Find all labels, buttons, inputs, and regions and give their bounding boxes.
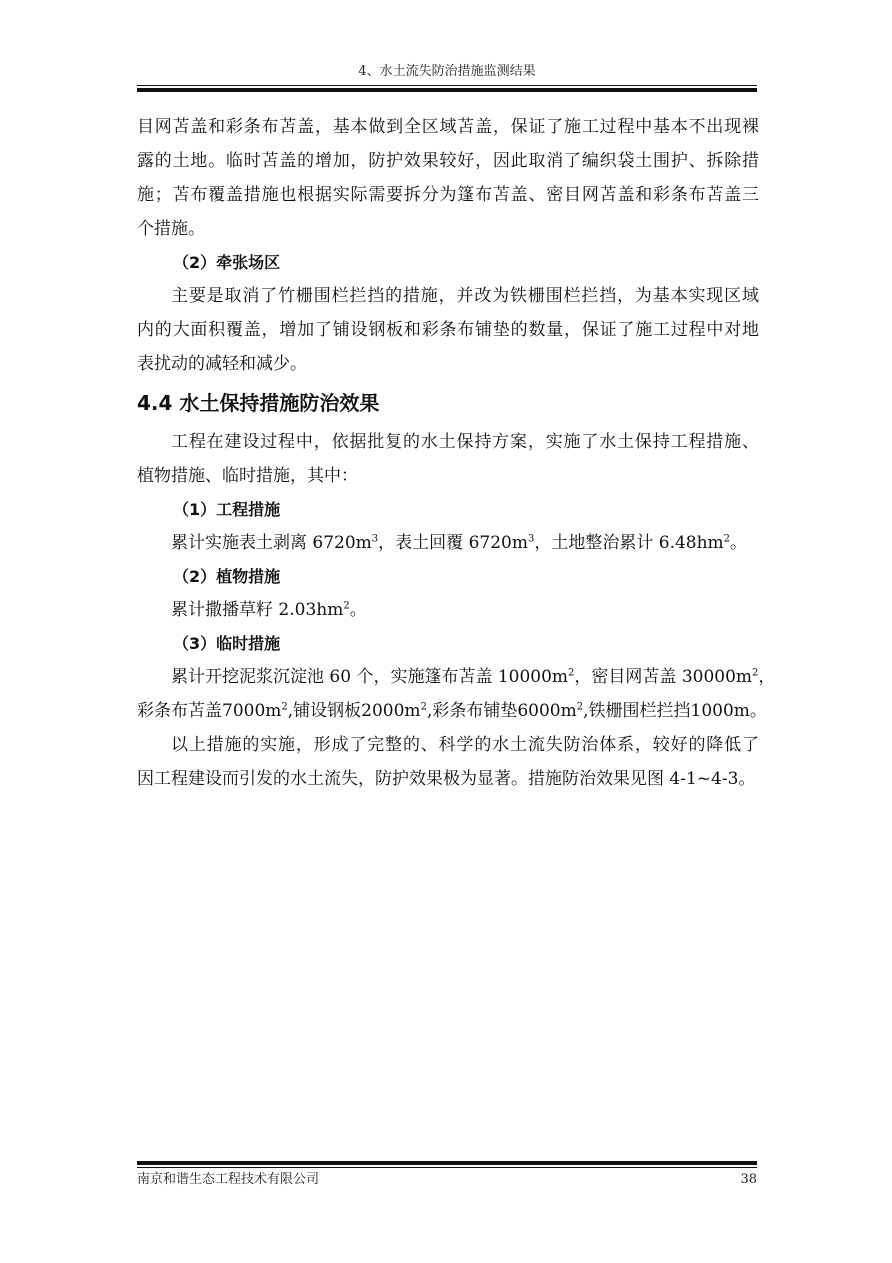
superscript: 2 [576,701,584,713]
superscript: 2 [568,667,575,679]
body-line: 目网苫盖和彩条布苫盖，基本做到全区域苫盖，保证了施工过程中基本不出现裸 [137,117,759,137]
subheading-engineering: （1）工程措施 [173,500,281,519]
body-line: 表扰动的减轻和减少。 [137,354,307,374]
text-run: 彩条布苫盖7000m [137,701,282,721]
body-line: 因工程建设而引发的水土流失，防护效果极为显著。措施防治效果见图 4-1~4-3。 [137,769,756,789]
text-run: ， [758,667,776,687]
page-footer [137,1171,757,1189]
body-line: 植物措施、临时措施，其中： [137,466,358,486]
subheading-temporary: （3）临时措施 [173,634,281,653]
body-line: 以上措施的实施，形成了完整的、科学的水土流失防治体系，较好的降低了 [171,735,759,755]
superscript: 3 [527,533,535,545]
text-run: ，密目网苫盖 30000m [574,667,753,687]
plant-measures-line [137,593,759,627]
header-rule-thick [137,88,757,92]
text-run: 累计开挖泥浆沉淀池 60 个，实施篷布苫盖 10000m [171,667,569,687]
superscript: 3 [371,533,379,545]
text-run: 累计撒播草籽 2.03hm [171,600,344,620]
superscript: 2 [343,600,350,612]
footer-rule-thick [137,1161,757,1165]
text-run: ，表土回覆 6720m [378,533,528,553]
text-run: ,铺设钢板2000m [287,701,421,721]
subheading-plant: （2）植物措施 [173,567,281,586]
section-title: 4.4 水土保持措施防治效果 [137,391,380,415]
temporary-measures-line [137,694,767,728]
superscript: 2 [281,701,288,713]
footer-rule-thin [137,1167,757,1168]
body-line: 露的土地。临时苫盖的增加，防护效果较好，因此取消了编织袋土围护、拆除措 [137,151,759,171]
body-line: 主要是取消了竹栅围栏拦挡的措施，并改为铁栅围栏拦挡，为基本实现区域 [171,286,759,306]
body-line: 施；苫布覆盖措施也根据实际需要拆分为篷布苫盖、密目网苫盖和彩条布苫盖三 [137,185,759,205]
body-line: 个措施。 [137,219,205,239]
text-run: 。 [349,600,367,620]
text-run: ，土地整治累计 6.48hm [534,533,724,553]
footer-company: 南京和谐生态工程技术有限公司 [137,1172,320,1187]
temporary-measures-line [137,660,776,694]
page-content [137,110,776,796]
body-line: 工程在建设过程中，依据批复的水土保持方案，实施了水土保持工程措施、 [171,432,759,452]
page-number: 38 [740,1172,757,1187]
engineering-measures-line [137,526,759,560]
text-run: ,彩条布铺垫6000m [426,701,577,721]
text-run: ,铁栅围栏拦挡1000m。 [583,701,767,721]
page-header: 4、水土流失防治措施监测结果 [358,64,536,79]
superscript: 2 [723,533,731,545]
text-run: 累计实施表土剥离 6720m [171,533,372,553]
body-line: 内的大面积覆盖，增加了铺设钢板和彩条布铺垫的数量，保证了施工过程中对地 [137,320,759,340]
subheading-qianzhang: （2）牵张场区 [173,253,281,272]
header-rule-thin [137,85,757,86]
superscript: 2 [420,701,427,713]
superscript: 2 [752,667,759,679]
text-run: 。 [730,533,748,553]
